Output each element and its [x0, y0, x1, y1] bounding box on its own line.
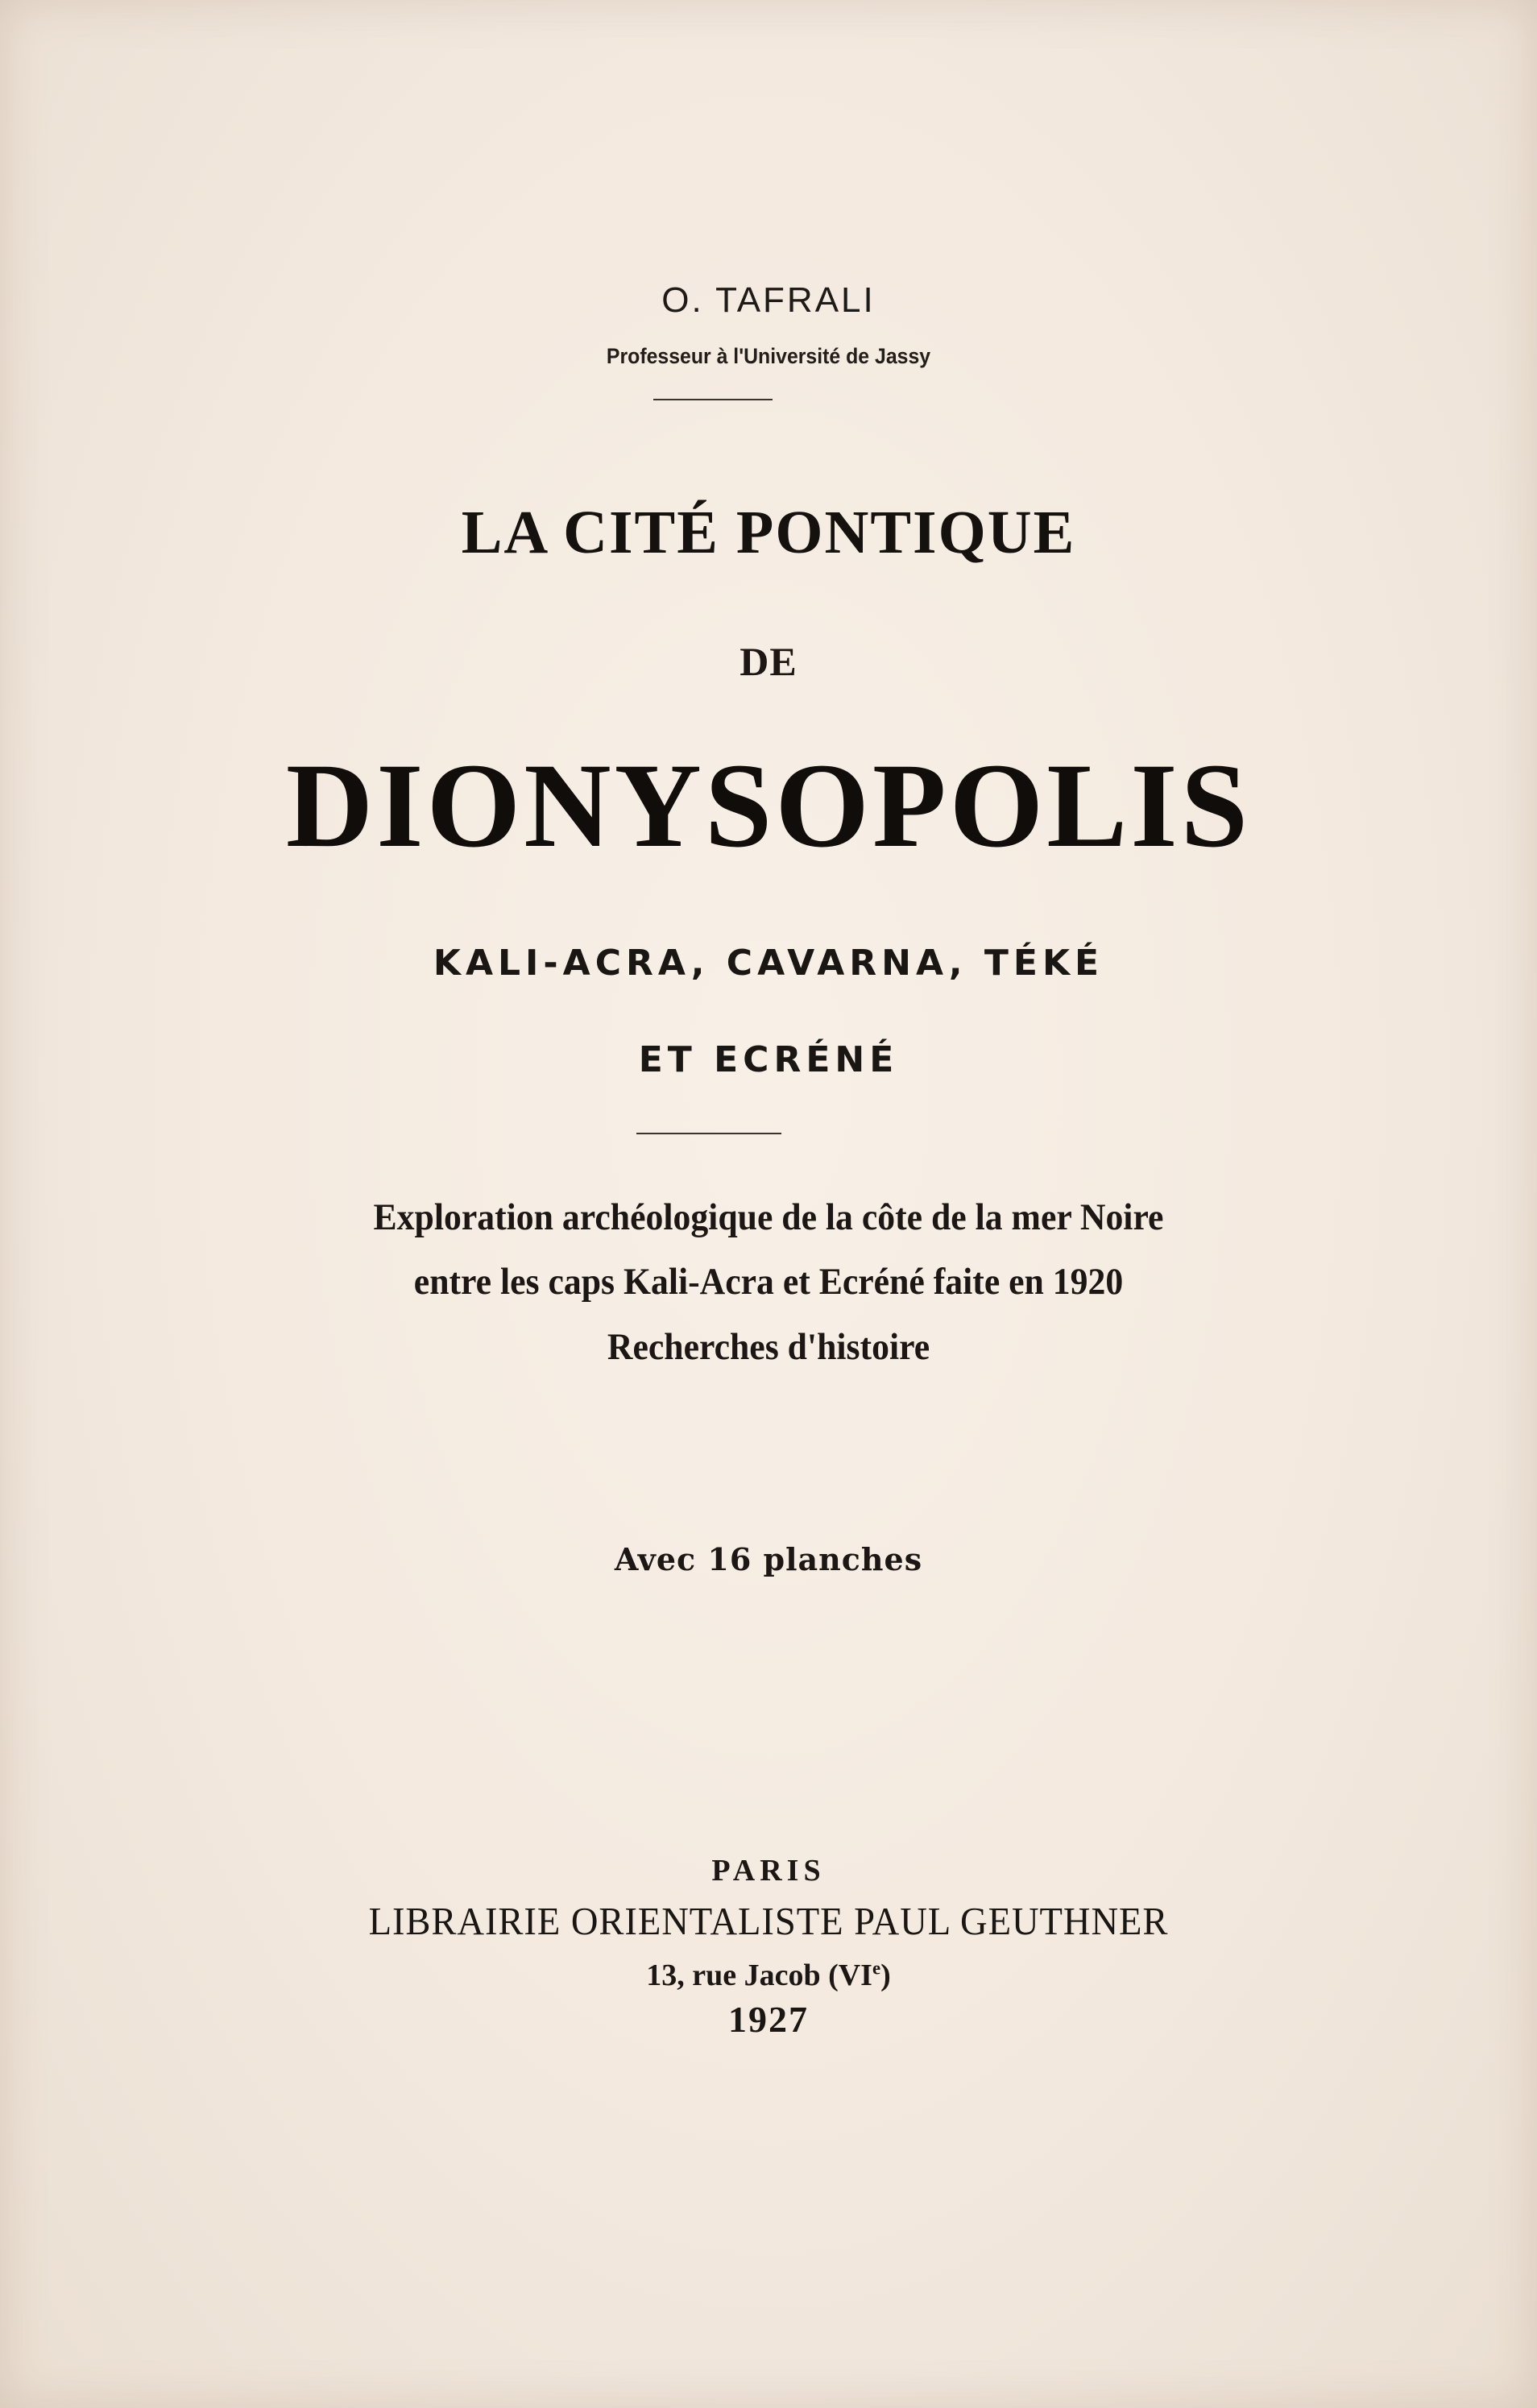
title-connector: DE — [740, 639, 798, 684]
address-superscript: e — [872, 1958, 881, 1979]
description-line-2: entre les caps Kali-Acra et Ecréné faite en 1920 — [413, 1261, 1124, 1303]
address-suffix: ) — [880, 1958, 891, 1992]
description-line-1: Exploration archéologique de la côte de la mer Noire — [373, 1196, 1164, 1238]
places-line-1: KALI-ACRA, CAVARNA, TÉKÉ — [433, 943, 1104, 984]
author-affiliation: Professeur à l'Université de Jassy — [606, 344, 931, 368]
divider-rule-top — [653, 399, 773, 400]
divider-rule-middle — [636, 1133, 781, 1134]
address-prefix: 13, rue Jacob (VI — [646, 1958, 872, 1992]
places-line-2: ET ECRÉNÉ — [638, 1039, 899, 1080]
description-line-3: Recherches d'histoire — [607, 1326, 930, 1368]
title-line-1: LA CITÉ PONTIQUE — [461, 499, 1076, 566]
imprint-city: PARIS — [711, 1854, 826, 1888]
imprint-publisher: LIBRAIRIE ORIENTALISTE PAUL GEUTHNER — [368, 1899, 1169, 1943]
plates-note: Avec 16 planches — [614, 1541, 923, 1577]
imprint-year: 1927 — [728, 1999, 809, 2040]
imprint-address — [0, 1958, 1537, 1993]
main-title: DIONYSOPOLIS — [285, 739, 1252, 872]
author-name: O. TAFRALI — [661, 280, 876, 320]
